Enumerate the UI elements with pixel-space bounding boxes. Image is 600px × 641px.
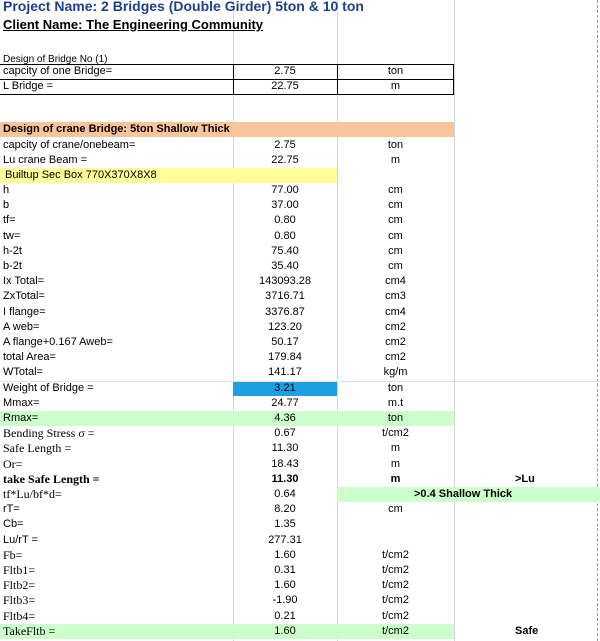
row-unit: ton xyxy=(387,65,404,77)
table-row[interactable] xyxy=(0,609,600,624)
row-label: WTotal= xyxy=(3,366,44,378)
row-unit xyxy=(337,517,454,532)
row-unit: t/cm2 xyxy=(382,594,409,606)
row-label: b xyxy=(3,199,10,211)
table-row[interactable] xyxy=(0,305,600,320)
row-value[interactable]: 22.75 xyxy=(271,154,299,166)
table-row[interactable] xyxy=(0,563,600,578)
row-value[interactable]: 2.75 xyxy=(274,139,296,151)
row-value[interactable]: 37.00 xyxy=(271,199,299,211)
row-value[interactable]: 18.43 xyxy=(271,458,299,470)
row-value[interactable]: 3376.87 xyxy=(265,306,305,318)
row-label: h-2t xyxy=(3,245,22,257)
row-label: ZxTotal= xyxy=(3,290,45,302)
row-label: capcity of crane/onebeam= xyxy=(3,139,136,151)
table-row[interactable] xyxy=(0,502,600,517)
row-value[interactable]: 1.60 xyxy=(274,625,296,637)
row-value[interactable]: 0.21 xyxy=(274,610,296,622)
row-unit: cm2 xyxy=(385,351,406,363)
row-label: Fltb3= xyxy=(3,593,36,607)
row-unit: m.t xyxy=(387,397,404,409)
table-row[interactable] xyxy=(0,350,600,365)
row-unit: t/cm2 xyxy=(382,610,409,622)
row-unit: t/cm2 xyxy=(382,579,409,591)
section1-title: Design of Bridge No (1) xyxy=(3,54,108,65)
row-value[interactable]: 141.17 xyxy=(268,366,302,378)
row-label: Mmax= xyxy=(3,397,40,409)
row-label: b-2t xyxy=(3,260,22,272)
row-value[interactable]: 11.30 xyxy=(271,442,299,454)
row-value[interactable]: 0.80 xyxy=(274,214,296,226)
row-label: TakeFltb = xyxy=(3,624,56,638)
row-label: Weight of Bridge = xyxy=(3,382,94,394)
row-label: Bending Stress σ = xyxy=(3,426,95,440)
table-row[interactable] xyxy=(0,441,600,456)
row-unit: m xyxy=(390,473,401,485)
row-label: Safe Length = xyxy=(3,441,72,455)
row-label: Lu crane Beam = xyxy=(3,154,88,166)
row-value[interactable]: 11.30 xyxy=(271,473,299,485)
table-row[interactable] xyxy=(0,578,600,593)
row-label: total Area= xyxy=(3,351,56,363)
row-label: Rmax= xyxy=(3,412,39,424)
row-value[interactable]: 1.35 xyxy=(274,518,296,530)
row-value[interactable]: 77.00 xyxy=(271,184,299,196)
section-name-row xyxy=(0,168,600,183)
row-unit: m xyxy=(390,458,401,470)
row-unit: ton xyxy=(387,382,404,394)
row-label: A flange+0.167 Aweb= xyxy=(3,336,113,348)
row-label: h xyxy=(3,184,10,196)
row-value[interactable]: 123.20 xyxy=(268,321,302,333)
table-row[interactable] xyxy=(0,289,600,304)
row-note: >0.4 Shallow Thick xyxy=(414,488,513,500)
row-label: L Bridge = xyxy=(3,80,54,92)
row-unit: t/cm2 xyxy=(382,564,409,576)
table-row[interactable] xyxy=(0,138,600,153)
table-row[interactable] xyxy=(0,335,600,350)
row-value[interactable]: 8.20 xyxy=(274,503,296,515)
table-row[interactable] xyxy=(0,381,600,396)
row-label: Lu/rT = xyxy=(3,534,38,546)
row-value[interactable]: 1.60 xyxy=(274,549,296,561)
row-note: Safe xyxy=(515,625,539,637)
project-name: Project Name: 2 Bridges (Double Girder) 5ton & 10 ton xyxy=(3,0,364,14)
row-label: capcity of one Bridge= xyxy=(3,65,113,77)
table-row[interactable] xyxy=(0,411,600,426)
row-label: I flange= xyxy=(3,306,46,318)
row-unit: cm xyxy=(388,503,403,515)
table-row[interactable] xyxy=(0,396,600,411)
row-unit: ton xyxy=(387,412,404,424)
row-unit: cm xyxy=(388,245,403,257)
row-note: >Lu xyxy=(515,473,535,485)
table-row[interactable] xyxy=(0,365,600,380)
row-unit: t/cm2 xyxy=(382,427,409,439)
row-unit: cm xyxy=(388,214,403,226)
section-name: Builtup Sec Box 770X370X8X8 xyxy=(5,169,157,181)
row-value[interactable]: 2.75 xyxy=(274,65,296,77)
row-unit: cm4 xyxy=(385,306,406,318)
table-row[interactable] xyxy=(0,183,600,198)
table-row[interactable] xyxy=(0,426,600,441)
section2-title: Design of crane Bridge: 5ton Shallow Thick xyxy=(3,123,230,135)
row-value[interactable]: 0.80 xyxy=(274,230,296,242)
table-row[interactable] xyxy=(0,548,600,563)
row-value[interactable]: 4.36 xyxy=(274,412,296,424)
table-row[interactable] xyxy=(0,259,600,274)
row-label: A web= xyxy=(3,321,40,333)
row-unit: cm2 xyxy=(385,321,406,333)
row-value[interactable]: 22.75 xyxy=(271,80,299,92)
row-unit: cm4 xyxy=(385,275,406,287)
row-label: take Safe Length = xyxy=(3,472,100,486)
row-unit: m xyxy=(390,80,401,92)
row-unit: cm xyxy=(388,260,403,272)
row-label: rT= xyxy=(3,503,20,515)
row-unit: m xyxy=(390,154,401,166)
row-unit: cm xyxy=(388,184,403,196)
row-unit: cm2 xyxy=(385,336,406,348)
table-row[interactable] xyxy=(0,153,600,168)
row-label: Fltb1= xyxy=(3,563,36,577)
unit-box xyxy=(337,64,454,94)
table-row[interactable] xyxy=(0,487,600,502)
row-label: tf= xyxy=(3,214,16,226)
table-row[interactable] xyxy=(0,517,600,532)
grid-line xyxy=(0,381,600,382)
row-label: tw= xyxy=(3,230,21,242)
row-label: tf*Lu/bf*d= xyxy=(3,487,62,501)
table-row[interactable] xyxy=(0,624,600,639)
row-unit: t/cm2 xyxy=(382,625,409,637)
section2-title-row xyxy=(0,122,600,137)
table-row[interactable] xyxy=(0,593,600,608)
table-row[interactable] xyxy=(0,533,600,548)
row-value[interactable]: 24.77 xyxy=(271,397,299,409)
row-value[interactable]: 179.84 xyxy=(268,351,302,363)
row-label: Cb= xyxy=(3,518,24,530)
row-unit: cm3 xyxy=(385,290,406,302)
row-value[interactable]: 75.40 xyxy=(271,245,299,257)
row-value[interactable]: 3.21 xyxy=(274,382,296,394)
row-value[interactable]: 0.67 xyxy=(274,427,296,439)
table-row[interactable] xyxy=(0,457,600,472)
table-row[interactable] xyxy=(0,244,600,259)
row-value[interactable]: 35.40 xyxy=(271,260,299,272)
table-row[interactable] xyxy=(0,274,600,289)
row-value[interactable]: 3716.71 xyxy=(265,290,305,302)
table-border xyxy=(0,94,454,95)
table-row[interactable] xyxy=(0,198,600,213)
table-row[interactable] xyxy=(0,229,600,244)
row-label: Ix Total= xyxy=(3,275,45,287)
row-value[interactable]: 1.60 xyxy=(274,579,296,591)
table-row[interactable] xyxy=(0,472,600,487)
row-value[interactable]: 0.64 xyxy=(274,488,296,500)
table-row[interactable] xyxy=(0,213,600,228)
row-label: Fb= xyxy=(3,548,23,562)
row-value[interactable]: 277.31 xyxy=(268,534,302,546)
row-unit xyxy=(337,533,454,548)
row-value[interactable]: 143093.28 xyxy=(259,275,311,287)
row-label: Fltb2= xyxy=(3,578,36,592)
table-row[interactable] xyxy=(0,320,600,335)
row-unit: m xyxy=(390,442,401,454)
client-name: Client Name: The Engineering Community xyxy=(3,17,264,32)
value-box xyxy=(233,64,338,94)
row-unit: ton xyxy=(387,139,404,151)
row-unit: cm xyxy=(388,230,403,242)
row-value[interactable]: -1.90 xyxy=(272,594,298,606)
row-unit: kg/m xyxy=(383,366,408,378)
row-value[interactable]: 50.17 xyxy=(271,336,299,348)
row-unit: t/cm2 xyxy=(382,549,409,561)
row-label: Fltb4= xyxy=(3,609,36,623)
row-unit: cm xyxy=(388,199,403,211)
row-value[interactable]: 0.31 xyxy=(274,564,296,576)
row-label: Or= xyxy=(3,457,23,471)
